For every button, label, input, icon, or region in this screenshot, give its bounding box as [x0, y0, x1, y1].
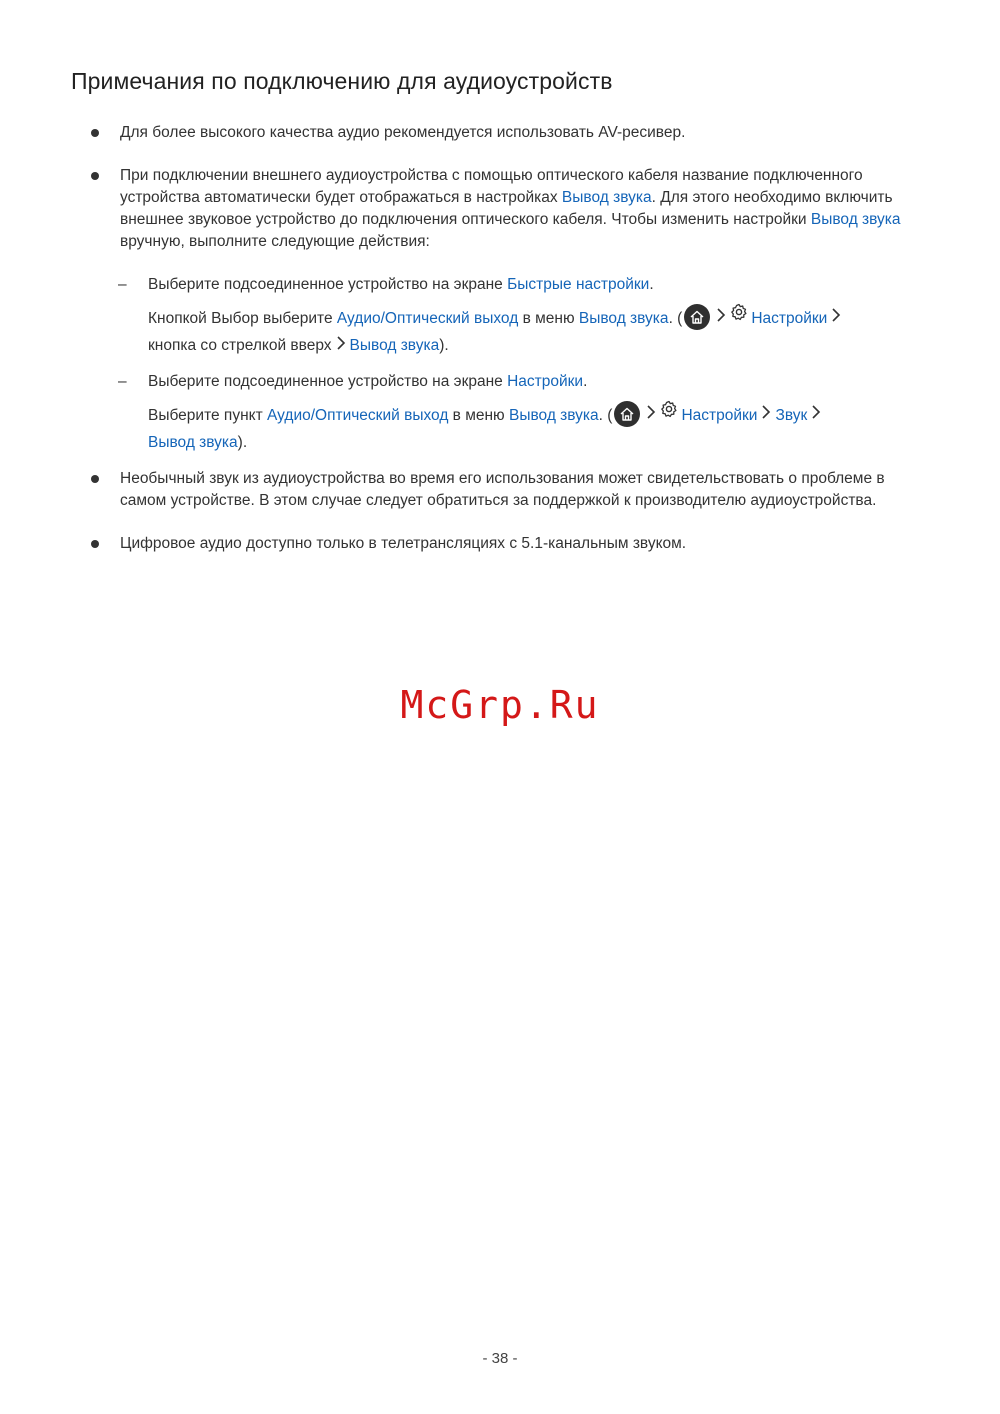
- menu-link-settings: Настройки: [751, 310, 828, 327]
- dash-mark: –: [118, 276, 127, 293]
- step-text: кнопка со стрелкой вверх: [148, 337, 332, 355]
- step-item-1: [118, 274, 938, 296]
- menu-link-sound-output: Вывод звука: [509, 407, 599, 424]
- step-text: . (: [668, 310, 683, 327]
- bullet-text: Необычный звук из аудиоустройства во время его использования может свидетельствовать о проблеме в самом устройстве. В этом случае следует обратиться за поддержкой к производителю аудиоустройства.: [120, 470, 885, 509]
- home-icon: [684, 304, 710, 330]
- step-item-2: [118, 371, 938, 393]
- chevron-right-icon: [761, 401, 771, 428]
- bullet-dot-icon: [91, 540, 99, 548]
- bullet-text: . Для этого необходимо включить внешнее звуковое устройство до подключения оптического кабеля. Чтобы изменить настройки: [120, 189, 893, 228]
- menu-link-sound-output: Вывод звука: [578, 310, 669, 327]
- menu-link-sound-output: Вывод звука: [148, 434, 238, 452]
- bullet-item-4: [120, 533, 935, 555]
- chevron-right-icon: [336, 332, 346, 359]
- bullet-text: Цифровое аудио доступно только в телетрансляциях с 5.1-канальным звуком.: [120, 535, 687, 552]
- step-text: Кнопкой Выбор выберите: [148, 310, 337, 327]
- menu-link-sound-output: Вывод звука: [810, 211, 901, 228]
- step-text: Выберите подсоединенное устройство на экране: [148, 373, 508, 390]
- bullet-text: Для более высокого качества аудио рекомендуется использовать AV-ресивер.: [120, 124, 686, 141]
- chevron-right-icon: [646, 401, 656, 428]
- menu-link-quick-settings: Быстрые настройки: [507, 276, 650, 293]
- gear-icon: [730, 303, 748, 330]
- menu-link-settings: Настройки: [681, 407, 758, 424]
- bullet-item-1: [120, 122, 935, 144]
- chevron-right-icon: [811, 401, 821, 428]
- bullet-item-2: [120, 165, 935, 253]
- page-title: Примечания по подключению для аудиоустройств: [71, 68, 613, 94]
- step-text: .: [583, 373, 588, 390]
- step-text: Выберите пункт: [148, 407, 267, 424]
- bullet-dot-icon: [91, 172, 99, 180]
- step-text: в меню: [518, 310, 579, 327]
- step-detail-1: [148, 305, 938, 360]
- bullet-text: При подключении внешнего аудиоустройства с помощью оптического кабеля название подключенного устройства автоматически будет отображаться в настройках: [120, 167, 863, 206]
- step-detail-2: [148, 402, 938, 456]
- menu-link-settings: Настройки: [507, 373, 584, 390]
- step-text: ).: [237, 434, 248, 452]
- home-icon: [614, 401, 640, 427]
- menu-link-sound: Звук: [775, 407, 808, 424]
- step-text: ).: [439, 337, 449, 355]
- menu-link-audio-optical-out: Аудио/Оптический выход: [267, 407, 449, 424]
- bullet-item-3: [120, 468, 935, 512]
- menu-link-sound-output: Вывод звука: [349, 337, 440, 355]
- bullet-dot-icon: [91, 475, 99, 483]
- chevron-right-icon: [831, 304, 841, 331]
- step-text: Выберите подсоединенное устройство на экране: [148, 276, 508, 293]
- page-number: - 38 -: [482, 1350, 518, 1367]
- chevron-right-icon: [716, 304, 726, 331]
- step-text: в меню: [448, 407, 509, 424]
- watermark: McGrp.Ru: [400, 683, 600, 727]
- gear-icon: [660, 400, 678, 427]
- bullet-text: вручную, выполните следующие действия:: [120, 233, 430, 250]
- dash-mark: –: [118, 373, 127, 390]
- step-text: .: [649, 276, 654, 293]
- step-text: . (: [598, 407, 613, 424]
- menu-link-sound-output: Вывод звука: [561, 189, 652, 206]
- menu-link-audio-optical-out: Аудио/Оптический выход: [336, 310, 519, 327]
- bullet-dot-icon: [91, 129, 99, 137]
